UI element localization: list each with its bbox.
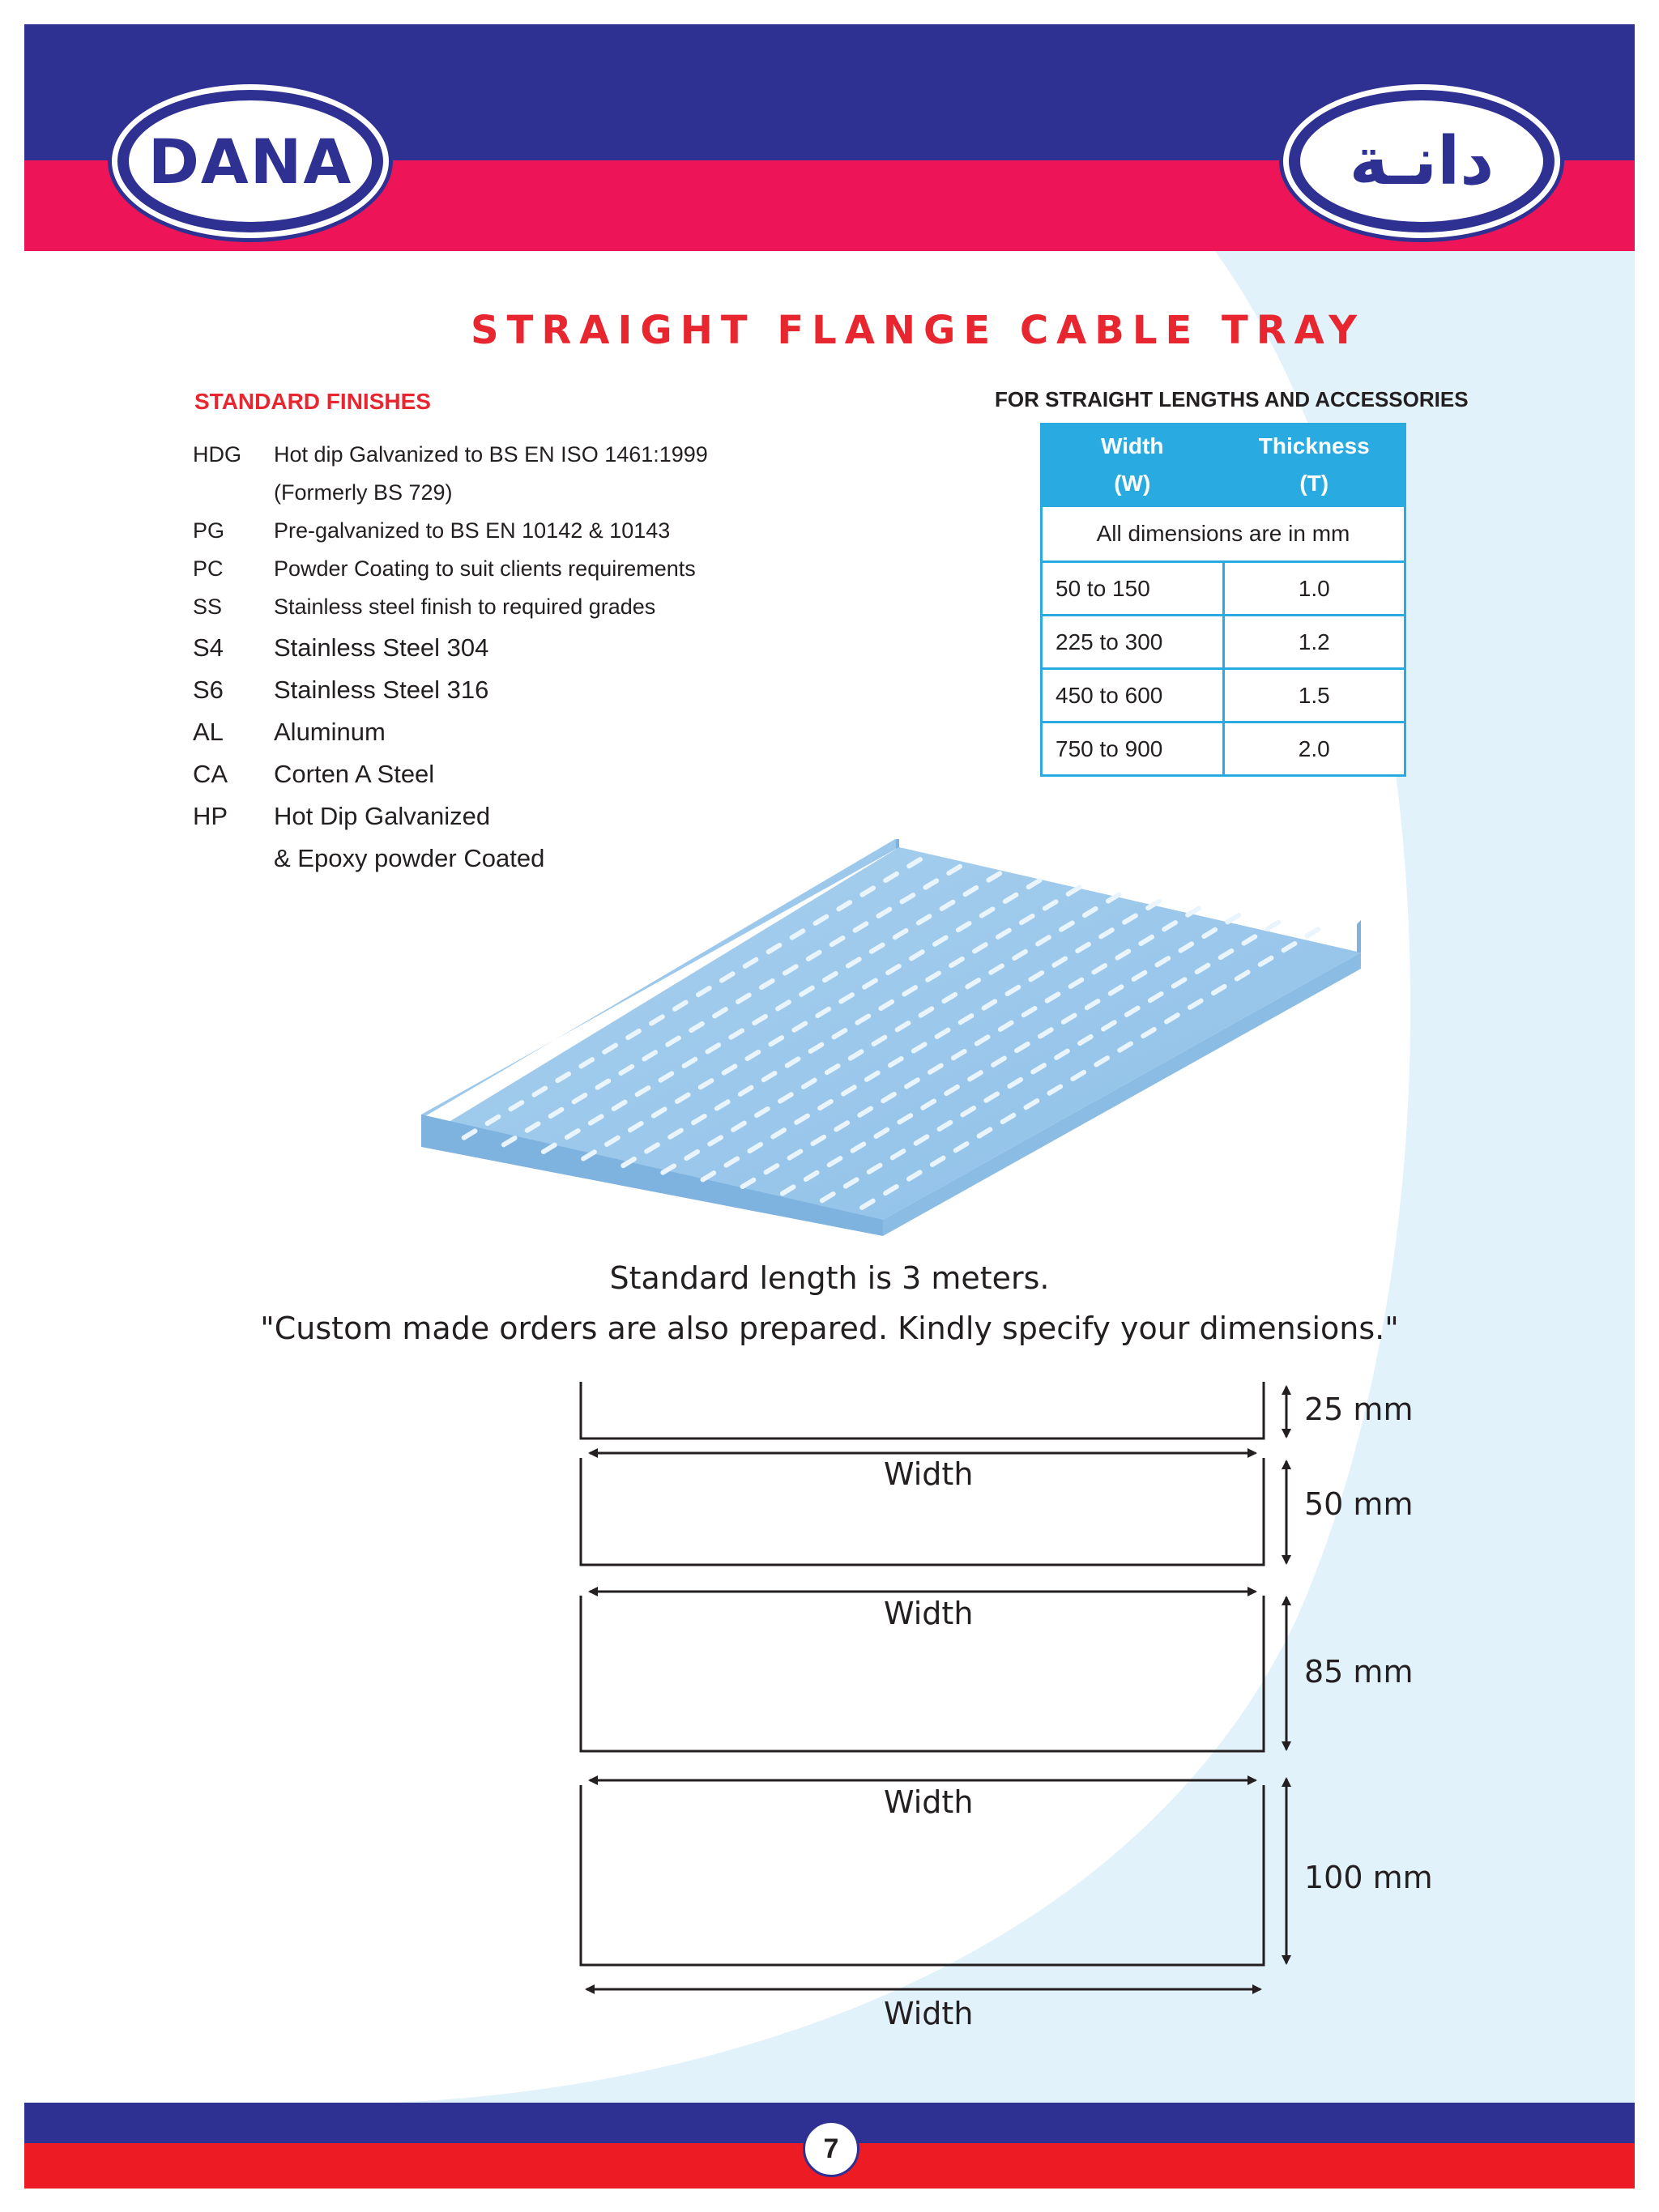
height-label-50: 50 mm [1304,1486,1414,1522]
width-label: Width [884,1596,974,1631]
finish-code: PC [193,556,224,581]
standard-length-note: Standard length is 3 meters. [609,1260,1050,1296]
finish-desc: Hot Dip Galvanized [274,802,491,830]
dimensions-table [1040,423,1406,777]
finish-desc: Corten A Steel [274,760,435,788]
tray-slot [1303,926,1321,939]
logo-left-inner [129,100,372,222]
custom-order-note: "Custom made orders are also prepared. Kindly specify your dimensions." [260,1311,1399,1346]
tray-slot [1224,912,1242,925]
finish-code: PG [193,518,225,543]
dana-logo-latin [112,84,389,238]
finish-desc: Stainless Steel 316 [274,676,489,704]
table-header-row [1042,424,1405,506]
finish-desc: Pre-galvanized to BS EN 10142 & 10143 [274,518,671,543]
finish-desc: Stainless steel finish to required grades [274,595,656,619]
width-label: Width [884,1996,974,2031]
finish-code: HDG [193,442,241,467]
finish-code: S4 [193,633,224,662]
header-thickness-symbol: (T) [1299,471,1329,496]
table-row [1042,616,1405,669]
width-label: Width [884,1456,974,1492]
header-thickness [1223,424,1405,506]
table-note-row [1042,506,1405,562]
height-label-25: 25 mm [1304,1392,1414,1427]
height-label-100: 100 mm [1304,1860,1433,1895]
finishes-heading: STANDARD FINISHES [194,389,431,414]
logo-right-text: دانـة [1349,122,1495,200]
cable-tray-image [413,839,1369,1236]
finish-code: HP [193,802,228,830]
logo-left-text: DANA [147,125,353,198]
header-thickness-label: Thickness [1258,433,1370,458]
header-width-label: Width [1101,433,1164,458]
cell-width: 450 to 600 [1042,669,1224,722]
finish-code: AL [193,718,224,746]
finish-desc: Hot dip Galvanized to BS EN ISO 1461:1999 [274,442,708,467]
logo-right-inner [1300,100,1543,222]
cell-width: 225 to 300 [1042,616,1224,669]
finish-code: S6 [193,676,224,704]
finish-desc: Aluminum [274,718,386,746]
tray-slot [1264,919,1282,932]
cell-thickness: 1.0 [1223,562,1405,616]
finish-desc: (Formerly BS 729) [274,480,453,505]
header-width [1042,424,1224,506]
table-row [1042,562,1405,616]
finish-code: CA [193,760,228,788]
cell-thickness: 1.2 [1223,616,1405,669]
finish-code: SS [193,595,223,619]
table-row [1042,669,1405,722]
page-title: STRAIGHT FLANGE CABLE TRAY [471,308,1365,353]
dana-logo-arabic [1283,84,1560,238]
cell-width: 50 to 150 [1042,562,1224,616]
finish-desc: & Epoxy powder Coated [274,844,545,872]
units-note: All dimensions are in mm [1042,506,1405,562]
cell-thickness: 2.0 [1223,722,1405,776]
header-width-symbol: (W) [1114,471,1151,496]
finish-desc: Powder Coating to suit clients requirements [274,556,696,581]
table-row [1042,722,1405,776]
cell-width: 750 to 900 [1042,722,1224,776]
finish-desc: Stainless Steel 304 [274,633,489,662]
page-number: 7 [803,2120,859,2177]
table-heading: FOR STRAIGHT LENGTHS AND ACCESSORIES [995,387,1469,411]
width-label: Width [884,1784,974,1820]
height-label-85: 85 mm [1304,1654,1414,1690]
cell-thickness: 1.5 [1223,669,1405,722]
